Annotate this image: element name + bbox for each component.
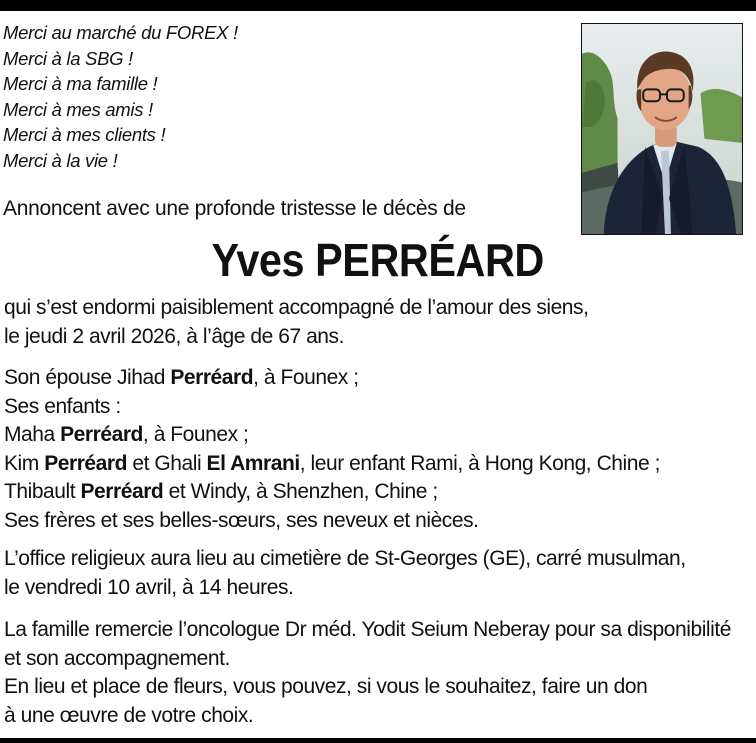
thanks-line: Merci à la vie ! (3, 149, 118, 171)
family-siblings: Ses frères et ses belles-sœurs, ses neveux et nièces. (4, 508, 479, 532)
thanks-line: Merci à mes amis ! (3, 98, 153, 120)
closing-line: En lieu et place de fleurs, vous pouvez, si vous le souhaitez, faire un don (4, 675, 648, 698)
family-child (4, 421, 756, 450)
thanks-list (3, 20, 423, 174)
spouse-suffix: , à Founex ; (253, 366, 359, 389)
service-line: le vendredi 10 avril, à 14 heures. (4, 575, 294, 599)
death-notice-line: le jeudi 2 avril 2026, à l’âge de 67 ans. (4, 324, 344, 348)
child-partner-surname: El Amrani (206, 451, 300, 475)
child-prefix: Maha (4, 423, 61, 446)
closing-text (4, 616, 756, 730)
family-list (4, 364, 756, 535)
family-spouse (4, 364, 756, 393)
family-children-label: Ses enfants : (4, 394, 121, 418)
deceased-name (0, 232, 756, 288)
family-child (4, 478, 756, 507)
child-prefix: Kim (4, 451, 45, 475)
deceased-name-text: Yves PERRÉARD (211, 234, 545, 286)
thanks-line: Merci à mes clients ! (3, 124, 166, 146)
child-partner: et Ghali (127, 451, 207, 475)
closing-line: à une œuvre de votre choix. (4, 703, 254, 727)
family-child (4, 450, 756, 479)
thanks-line: Merci à ma famille ! (3, 73, 158, 95)
child-prefix: Thibault (4, 480, 81, 503)
thanks-line: Merci au marché du FOREX ! (3, 22, 238, 43)
top-border (0, 0, 756, 11)
portrait-illustration (582, 24, 742, 234)
death-notice-line: qui s’est endormi paisiblement accompagné de l’amour des siens, (4, 296, 589, 319)
child-surname: Perréard (60, 423, 143, 446)
spouse-surname: Perréard (170, 366, 254, 389)
death-notice (4, 294, 756, 351)
service-line: L’office religieux aura lieu au cimetière de St-Georges (GE), carré musulman, (4, 547, 686, 570)
thanks-line: Merci à la SBG ! (3, 47, 133, 69)
closing-line: et son accompagnement. (4, 646, 230, 670)
portrait-photo (581, 23, 743, 235)
child-suffix: , à Founex ; (142, 423, 249, 446)
announcement-text: Annoncent avec une profonde tristesse le décès de (3, 197, 466, 220)
bottom-border (0, 738, 756, 743)
child-surname: Perréard (80, 480, 164, 503)
child-surname: Perréard (44, 451, 127, 475)
closing-line: La famille remercie l’oncologue Dr méd. Yodit Seium Neberay pour sa disponibilité (4, 618, 731, 641)
spouse-prefix: Son épouse Jihad (4, 366, 171, 389)
service-info (4, 545, 756, 602)
child-suffix: et Windy, à Shenzhen, Chine ; (163, 480, 438, 503)
child-suffix: , leur enfant Rami, à Hong Kong, Chine ; (299, 451, 660, 475)
